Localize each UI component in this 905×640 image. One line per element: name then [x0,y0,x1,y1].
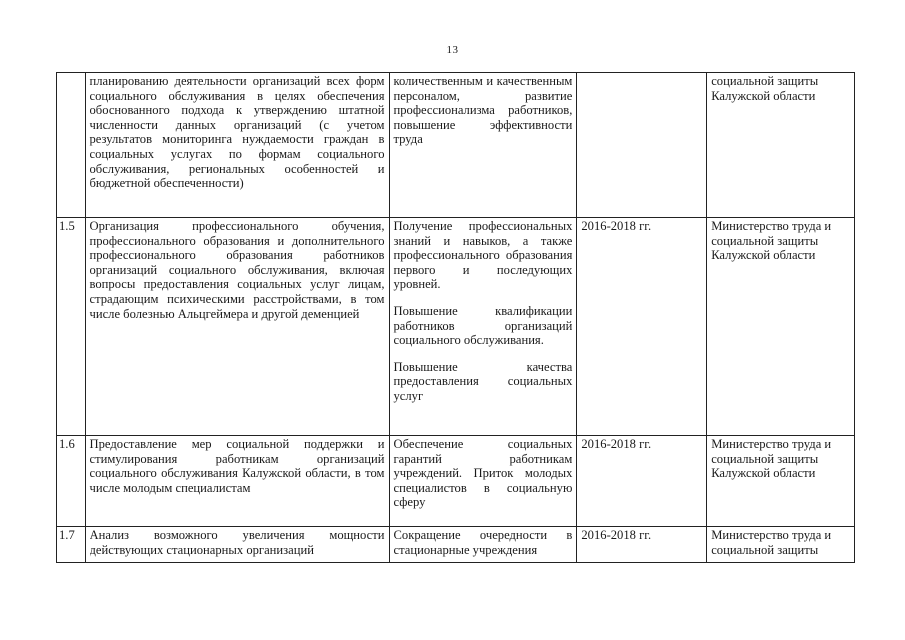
term-text: 2016-2018 гг. [581,528,652,542]
term-cell: 2016-2018 гг. [577,218,707,436]
executor-text: Министерство труда и социальной защиты [711,528,832,557]
table-row [57,436,855,527]
activity-text: Анализ возможного увеличения мощности действующих стационарных организаций [89,528,385,557]
measures-table [56,72,855,563]
table-row [57,218,855,436]
term-cell: 2016-2018 гг. [577,436,707,527]
row-number-cell: 1.5 [57,218,86,436]
activity-cell: Организация профессионального обучения, профессионального образования и дополнительного профессионального образования работников организаций социального обслуживания, включая вопросы предоставления социальных услуг лицам, страдающим психическими расстройствами, в том числе болезнью Альцгеймера и другой деменцией [85,218,389,436]
executor-cell [707,527,855,563]
result-paragraph: Обеспечение социальных гарантий работникам учреждений. Приток молодых специалистов в социальную сферу [393,437,573,510]
result-paragraph: Сокращение очередности в стационарные учреждения [393,528,573,557]
executor-cell: Министерство труда и социальной защиты Калужской области [707,436,855,527]
activity-cell: планированию деятельности организаций всех форм социального обслуживания в целях обеспечения обоснованного подхода к утверждению штатной численности данных организаций (с учетом результатов мониторинга нуждаемости граждан в социальных услугах по формам социального обслуживания, региональных особенностей и бюджетной обеспеченности) [85,73,389,218]
result-paragraph: Получение профессиональных знаний и навыков, а также профессионального образования первого и последующих уровней. [393,219,573,292]
table-row [57,73,855,218]
row-number-cell [57,73,86,218]
result-paragraph: Повышение квалификации работников организаций социального обслуживания. [393,303,573,348]
result-cell [389,218,577,436]
result-paragraph: Повышение качества предоставления социальных услуг [393,359,573,403]
row-number-cell [57,527,86,563]
term-cell [577,73,707,218]
table-row [57,527,855,563]
result-paragraph: количественным и качественным персоналом, развитие профессионализма работников, повышение эффективности труда [393,74,573,147]
result-cell [389,527,577,563]
term-cell [577,527,707,563]
result-cell [389,436,577,527]
page-number: 13 [446,44,459,56]
executor-cell: Министерство труда и социальной защиты Калужской области [707,218,855,436]
activity-cell: Предоставление мер социальной поддержки и стимулирования работникам организаций социального обслуживания Калужской области, в том числе молодым специалистам [85,436,389,527]
row-number-cell: 1.6 [57,436,86,527]
row-number-text: 1.7 [59,528,75,542]
result-cell [389,73,577,218]
executor-cell: социальной защиты Калужской области [707,73,855,218]
activity-cell [85,527,389,563]
